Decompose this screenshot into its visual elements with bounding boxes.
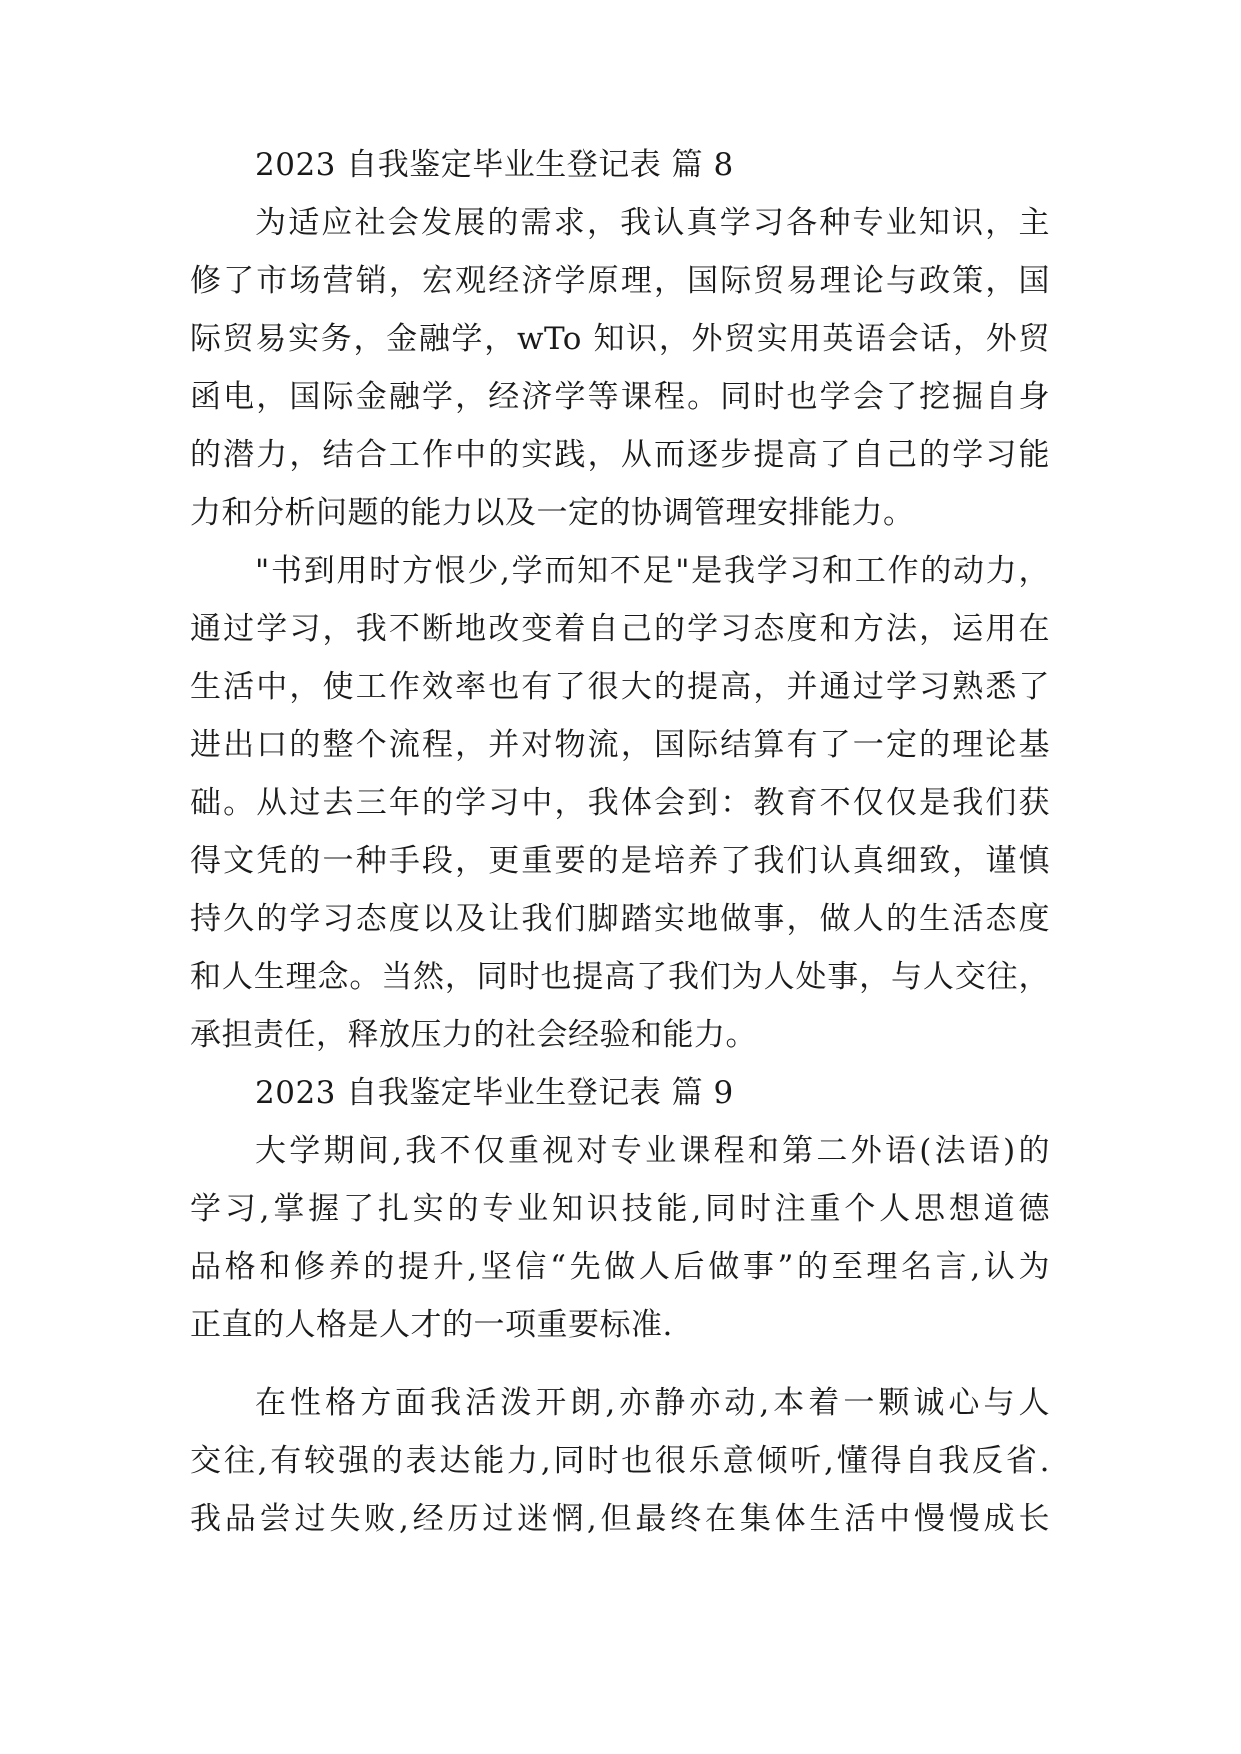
paragraph-line: 和人生理念。当然，同时也提高了我们为人处事，与人交往， [190,959,1050,995]
section-heading-8: 2023 自我鉴定毕业生登记表 篇 8 [255,147,734,183]
paragraph-line: 大学期间,我不仅重视对专业课程和第二外语(法语)的 [255,1133,1050,1169]
paragraph-line: 进出口的整个流程，并对物流，国际结算有了一定的理论基 [190,727,1050,763]
paragraph-line: 函电，国际金融学，经济学等课程。同时也学会了挖掘自身 [190,379,1050,415]
paragraph-line: 在性格方面我活泼开朗,亦静亦动,本着一颗诚心与人 [255,1385,1050,1421]
paragraph-line: "书到用时方恨少,学而知不足"是我学习和工作的动力， [255,553,1050,589]
paragraph-line: 承担责任，释放压力的社会经验和能力。 [190,1017,757,1053]
paragraph-line: 力和分析问题的能力以及一定的协调管理安排能力。 [190,495,915,531]
paragraph-line: 学习,掌握了扎实的专业知识技能,同时注重个人思想道德 [190,1191,1050,1227]
paragraph-line: 品格和修养的提升,坚信“先做人后做事”的至理名言,认为 [190,1249,1050,1285]
paragraph-line: 通过学习，我不断地改变着自己的学习态度和方法，运用在 [190,611,1050,647]
paragraph-line: 持久的学习态度以及让我们脚踏实地做事，做人的生活态度 [190,901,1050,937]
paragraph-line: 生活中，使工作效率也有了很大的提高，并通过学习熟悉了 [190,669,1050,705]
paragraph-line: 正直的人格是人才的一项重要标准. [190,1307,673,1343]
paragraph-line: 为适应社会发展的需求，我认真学习各种专业知识，主 [255,205,1050,241]
paragraph-line: 交往,有较强的表达能力,同时也很乐意倾听,懂得自我反省. [190,1443,1050,1479]
paragraph-line: 得文凭的一种手段，更重要的是培养了我们认真细致，谨慎 [190,843,1050,879]
paragraph-line: 际贸易实务，金融学，wTo 知识，外贸实用英语会话，外贸 [190,321,1050,357]
paragraph-line: 的潜力，结合工作中的实践，从而逐步提高了自己的学习能 [190,437,1050,473]
paragraph-line: 修了市场营销，宏观经济学原理，国际贸易理论与政策，国 [190,263,1050,299]
paragraph-line: 础。从过去三年的学习中，我体会到：教育不仅仅是我们获 [190,785,1050,821]
section-heading-9: 2023 自我鉴定毕业生登记表 篇 9 [255,1075,734,1111]
paragraph-line: 我品尝过失败,经历过迷惘,但最终在集体生活中慢慢成长 [190,1501,1050,1537]
